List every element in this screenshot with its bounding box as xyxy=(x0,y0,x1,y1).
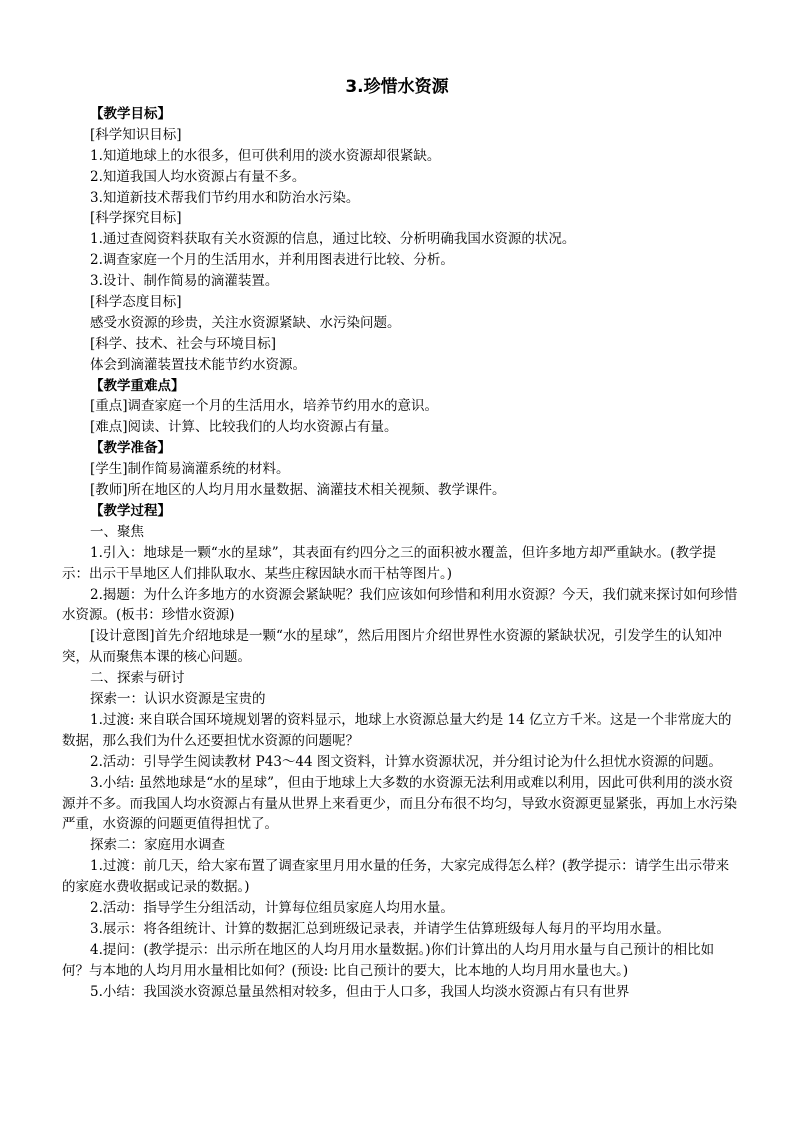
stse-item-1: 体会到滴灌装置技术能节约水资源。 xyxy=(90,356,306,373)
household-paragraph-2: 2.活动：指导学生分组活动，计算每位组员家庭人均用水量。 xyxy=(90,900,454,917)
section-heading-preparation: 【教学准备】 xyxy=(90,440,171,457)
household-paragraph-3: 3.展示：将各组统计、计算的数据汇总到班级记录表，并请学生估算班级每人每月的平均用水量。 xyxy=(90,920,670,937)
knowledge-item-1: 1.知道地球上的水很多，但可供利用的淡水资源却很紧缺。 xyxy=(90,147,441,164)
explore-heading-1: 探索一：认识水资源是宝贵的 xyxy=(90,691,266,708)
focus-paragraph-1: 1.引入：地球是一颗“水的星球”，其表面有约四分之三的面积被水覆盖，但许多地方却严重缺水。(教学提示：出示干旱地区人们排队取水、某些庄稼因缺水而干枯等图片。) xyxy=(62,544,716,582)
inquiry-item-1: 1.通过查阅资料获取有关水资源的信息，通过比较、分析明确我国水资源的状况。 xyxy=(90,231,576,248)
knowledge-item-2: 2.知道我国人均水资源占有量不多。 xyxy=(90,168,306,185)
document-body xyxy=(62,104,738,1003)
key-point-1: [重点]调查家庭一个月的生活用水，培养节约用水的意识。 xyxy=(90,398,439,415)
inquiry-item-3: 3.设计、制作简易的滴灌装置。 xyxy=(90,273,279,290)
explore-paragraph-1: 1.过渡: 来自联合国环境规划署的资料显示，地球上水资源总量大约是 14 亿立方千米。这是一个非常庞大的数据，那么我们为什么还要担忧水资源的问题呢？ xyxy=(62,711,732,749)
section-heading-process: 【教学过程】 xyxy=(90,502,171,519)
explore-heading-2: 探索二：家庭用水调查 xyxy=(90,837,225,854)
household-paragraph-4: 4.提问：(教学提示：出示所在地区的人均月用水量数据。)你们计算出的人均月用水量与自己预计的相比如何？与本地的人均月用水量相比如何？(预设: 比自己预计的要大，比本地的人均月用水量也大。) xyxy=(62,941,715,979)
subheading-science-knowledge: [科学知识目标] xyxy=(90,126,182,143)
prep-item-1: [学生]制作简易滴灌系统的材料。 xyxy=(90,461,290,478)
key-point-2: [难点]阅读、计算、比较我们的人均水资源占有量。 xyxy=(90,419,398,436)
subheading-stse: [科学、技术、社会与环境目标] xyxy=(90,335,277,352)
attitude-item-1: 感受水资源的珍贵，关注水资源紧缺、水污染问题。 xyxy=(90,314,401,331)
prep-item-2: [教师]所在地区的人均月用水量数据、滴灌技术相关视频、教学课件。 xyxy=(90,482,506,499)
household-paragraph-1: 1.过渡：前几天，给大家布置了调查家里月用水量的任务，大家完成得怎么样？(教学提示：请学生出示带来的家庭水费收据或记录的数据。) xyxy=(62,858,730,896)
process-part-focus: 一、聚焦 xyxy=(90,523,144,540)
design-intent-paragraph: [设计意图]首先介绍地球是一颗“水的星球”，然后用图片介绍世界性水资源的紧缺状况，引发学生的认知冲突，从而聚焦本课的核心问题。 xyxy=(62,628,722,666)
section-heading-goals: 【教学目标】 xyxy=(90,106,171,122)
page-title: 3.珍惜水资源 xyxy=(345,77,449,97)
household-paragraph-5: 5.小结：我国淡水资源总量虽然相对较多，但由于人口多，我国人均淡水资源占有只有世界 xyxy=(90,983,630,1000)
explore-paragraph-3: 3.小结: 虽然地球是“水的星球”，但由于地球上大多数的水资源无法利用或难以利用，因此可供利用的淡水资源并不多。而我国人均水资源占有量从世界上来看更少，而且分布很不均匀，导致水资源更显紧张，再加上水污染严重，水资源的问题更值得担忧了。 xyxy=(62,774,737,833)
section-heading-key-points: 【教学重难点】 xyxy=(90,377,185,394)
knowledge-item-3: 3.知道新技术帮我们节约用水和防治水污染。 xyxy=(90,189,360,206)
focus-paragraph-2: 2.揭题：为什么许多地方的水资源会紧缺呢？我们应该如何珍惜和利用水资源？今天，我们就来探讨如何珍惜水资源。(板书：珍惜水资源) xyxy=(62,586,738,624)
subheading-science-attitude: [科学态度目标] xyxy=(90,294,182,311)
subheading-science-inquiry: [科学探究目标] xyxy=(90,210,182,227)
inquiry-item-2: 2.调查家庭一个月的生活用水，并利用图表进行比较、分析。 xyxy=(90,252,454,269)
explore-paragraph-2: 2.活动：引导学生阅读教材 P43～44 图文资料，计算水资源状况，并分组讨论为什么担忧水资源的问题。 xyxy=(90,753,722,770)
process-part-explore: 二、探索与研讨 xyxy=(90,670,185,687)
